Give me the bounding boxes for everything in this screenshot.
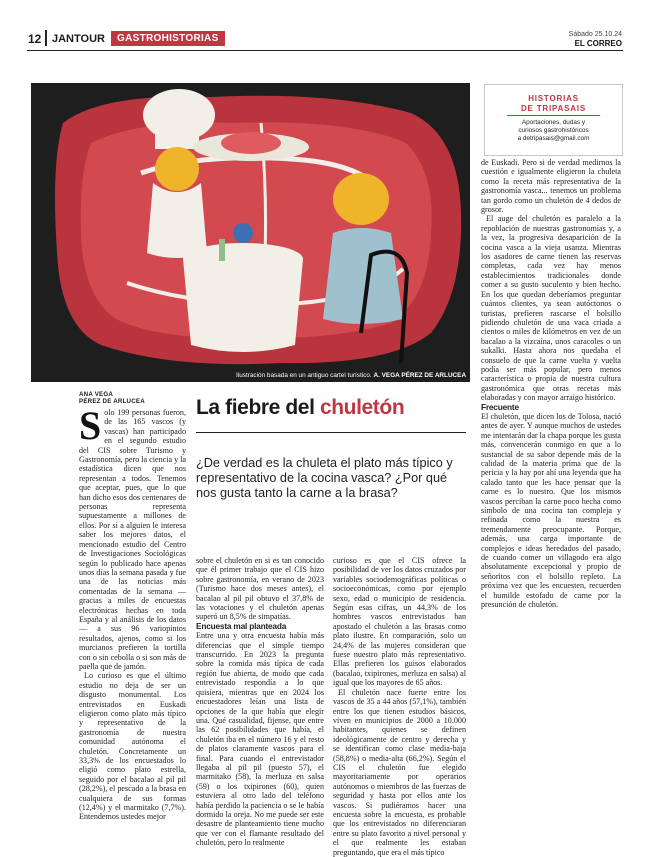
box-divider (507, 115, 600, 116)
article-column-4 (481, 158, 621, 848)
col2-paragraph-1: sobre el chuletón en si es tan conocido que él primer trabajo que el CIS hizo sobre gastronomía, en verano de 2023 (Turismo hace dos meses antes), el bacalao al pil pil obtuvo el 37,8% de las votaciones y el chuletón apenas superó un 8,5% de simpatías. (196, 556, 324, 622)
box-text-line1: Aportaciones, dudas y (521, 119, 586, 126)
col4-paragraph-1: de Euskadi. Pero si de verdad medirnos la cuestión e igualmente eligieron la chuleta como la receta más representativa de la gastronomía vasca... tenemos un problema tan gordo como un chuletón de 4 dedos de grosor. (481, 158, 621, 215)
box-title (485, 94, 622, 114)
contact-email[interactable]: a detripasais@gmail.com (517, 134, 590, 142)
col4-paragraph-3: El chuletón, que dicen los de Tolosa, nació antes de ayer. Y aunque muchos de ustedes me intentarán dar la chapa porque les gusta más, convencerán conmigo en que a lo sustancial de su sabor depende más de la calidad de la materia prima que de la pericia y la hay por ahí una leyenda que ha calado tanto que les hace pensar que la carne es lo nuestro. Que los mismos vascos perciban la carne poco hecha como símbolo de una cocina tan compleja y refinada como la nuestra es tremendamente preocupante. Porque, además, una carga importante de complejos e ideas heredados del pasado, de cuando comer un villagodo era algo absolutamente excepcional y propio de señoritos con el bolsillo repleto. La próxima vez que les encuesten, recuerden el humilde estofado de carne por la presunción de chuletón. (481, 411, 622, 610)
subheadline: ¿De verdad es la chuleta el plato más típico y representativo de la cocina vasca? ¿Por qué nos gusta tanto la carne a la brasa? (196, 456, 453, 501)
photo-credit: A. VEGA PÉREZ DE ARLUCEA (373, 372, 467, 379)
section-tag: GASTROHISTORIAS (111, 31, 225, 46)
caption-text: Ilustración basada en un antiguo cartel turístico. (236, 372, 372, 379)
author-surname: PÉREZ DE ARLUCEA (79, 398, 145, 405)
col4-paragraph-2: El auge del chuletón es paralelo a la repoblación de nuestras gastronomías y, a la vez, la progresiva desaparición de la cocina vasca a la vieja usanza. Mientras los asadores de carne tienen las reservas completas, cada vez hay menos establecimientos tradicionales donde comer a su gusto suculento y bien hecho. En los que quedan deberíamos preguntar cuántos clientes, ya sean autóctonos o turistas, prefieren rascarse el bolsillo pidiendo chuletón de una vaca criada a cientos o miles de kilómetros en vez de un bacalao a la vizcaína, unos caracoles o un sukalki. Hasta ahora nos quedaba el consuelo de que la carne vuelta y vuelta podía ser más popular, pero menos característica o propia de nuestra cultura gastronómica que otras recetas más elaboradas y con mayor arraigo histórico. (481, 214, 621, 403)
article-illustration (31, 83, 470, 382)
author-name: ANA VEGA (79, 391, 114, 398)
article-column-3 (333, 556, 466, 857)
newspaper-name: EL CORREO (574, 39, 622, 48)
article-column-1 (79, 403, 186, 848)
header-rule (27, 50, 623, 51)
article-column-2 (196, 556, 324, 848)
header-divider (45, 30, 47, 46)
box-title-line1: HISTORIAS (528, 94, 579, 103)
chuleton-illustration (31, 83, 470, 382)
col3-paragraph-2: El chuletón nace fuerte entre los vascos de 35 a 44 años (57,1%), también entre los que tienen estudios básicos, viven en municipios de 2000 a 10.000 habitantes, quienes se definen ideológicamente de centro y derecha y se identifican como clase media-baja (58,8%) o media-alta (66,2%). Según el CIS el chuletón fue elegido mayoritariamente por operarios autónomos o miembros de las fuerzas de seguridad y hasta por ellos ante los vascos. Si pudiéramos hacer una encuesta sobre la encuesta, es probable que los entrevistados no diferenciaran entre su plato favorito a nivel personal y el que realmente les estaban preguntando, que era el más típico (333, 687, 466, 857)
header-date-block (569, 30, 622, 48)
headline-text: La fiebre del (196, 396, 315, 419)
box-text-line2: curiosos gastrohistóricos (518, 126, 589, 134)
photo-caption (236, 372, 466, 379)
col4-subheading: Frecuente (481, 401, 519, 412)
col2-paragraph-2: Entre una y otra encuesta había más diferencias que el simple tiempo transcurrido. En 2023 la pregunta sobre la comida más típica de cada región fue abierta, de modo que cada entrevistado respondía a lo que quisiera, mientras que en 2024 los encuestadores leían una lista de opciones de la que había que elegir una. Qué casualidad, fijense, que entre las 62 posibilidades que había, el chuletón iba en el número 16 y el resto de platos claramente vascos para el final. Para cuando el entrevistador llegaba al pil pil (puesto 57), el marmitako (58), la merluza en salsa (59) o los txipirones (60), quien estuviera al otro lado del teléfono había perdido la paciencia o se le había dormido la oreja. No me puede ser este desastre de planteamiento tiene mucho que ver con el flamante resultado del chuletón, pero lo realmente (196, 631, 324, 848)
col3-paragraph-1: curioso es que el CIS ofrece la posibilidad de ver los datos cruzados por variables sociodemográficas políticas o socioeconómicas, como por ejemplo sexo, edad o municipio de residencia. Según esas cifras, un 44,3% de los hombres vascos entrevistados han apostado el chuletón a las brasas como plato ilustre. En comparación, solo un 24,4% de las mujeres consideran que fuese nuestro plato más representativo. Ellas prefieren los guisos elaborados (bacalao, txipirones, merluza en salsa) al igual que los mayores de 65 años. (333, 556, 466, 688)
box-text (485, 119, 622, 142)
col1-paragraph-2: Lo curioso es que el último estudio no deja de ser un disgusto monumental. Los entrevistados en Euskadi eligieron como plato más típico y representativo de la gastronomía de nuestra comunidad autónoma el chuletón. Concretamente un 33,3% de los encuestados lo eligió como plato estrella, seguido por el bacalao al pil pil (28,2%), el pescado a la brasa en cualquiera de sus formas (12,4%) y el marmitako (7,7%). Entendemos ustedes mejor (79, 671, 186, 822)
dropcap: S (79, 403, 102, 448)
issue-date: Sábado 25.10.24 (568, 31, 622, 38)
headline-highlight: chuletón (319, 396, 405, 419)
historias-de-tripasais-box (484, 84, 623, 156)
headline (196, 396, 404, 420)
col1-paragraph-1: olo 199 personas fueron, de las 165 vascos (y vascas) han participado en el segundo estudio del CIS sobre Turismo y Gastronomía, pero la ciencia y la estadística dicen que nos representan a todos. Tenemos que aceptar, pues, que lo que han dicho esos dos centenares de personas representa supuestamente a millones de ellos. Por si a alguien le interesa saber los mejores datos, el mencionado estudio del Centro de Investigaciones Sociológicas según lo publicado hace apenas unos días la semana pasada y fue una de las noticias más comentadas de la semana —gracias a miles de encuestas electrónicas hechas en toda España y al análisis de los datos— a sus 96 variopintos resultados, ajenos, como si los murcianos prefieren la tortilla con o sin cebolla o si son más de paella que de jamón. (79, 408, 186, 671)
headline-rule (196, 432, 466, 433)
page-number: 12 (28, 32, 42, 46)
section-name: JANTOUR (52, 33, 105, 45)
col2-subheading: Encuesta mal planteada (196, 620, 287, 631)
box-title-line2: DE TRIPASAIS (520, 104, 586, 113)
